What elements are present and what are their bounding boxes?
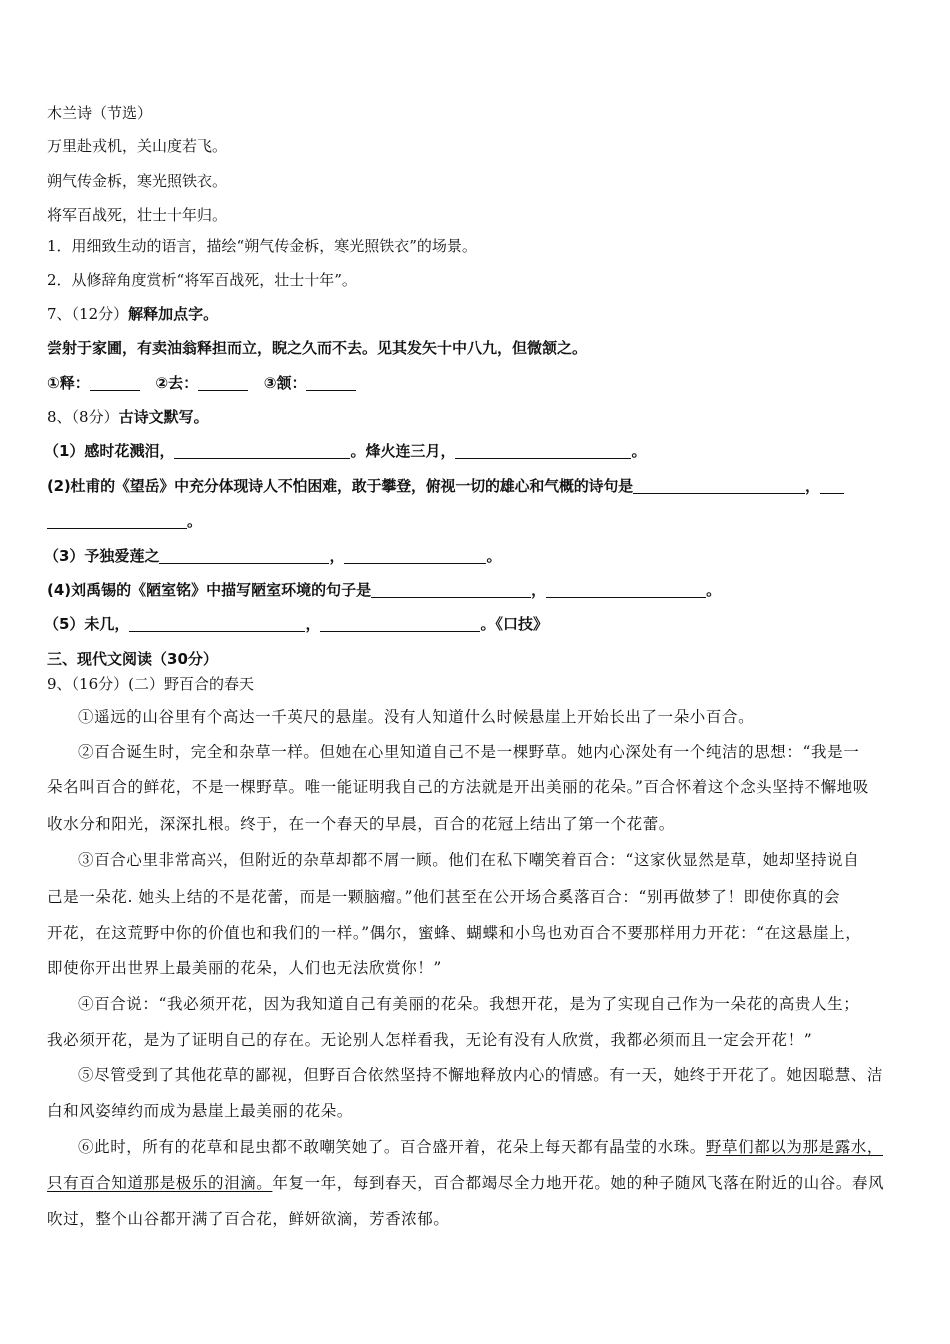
q9-para-2a: ②百合诞生时，完全和杂草一样。但她在心里知道自己不是一棵野草。她内心深处有一个纯洁的思想：“我是一 [78, 743, 860, 761]
answer-blank[interactable] [633, 477, 805, 494]
underlined-sentence: 野草们都以为那是露水， [705, 1138, 884, 1156]
q8-title: 古诗文默写。 [118, 408, 209, 426]
q7-items [47, 373, 910, 393]
underlined-sentence: 只有百合知道那是极乐的泪滴。 [47, 1174, 273, 1192]
q9-para-6a-text: ⑥此时，所有的花草和昆虫都不敢嘲笑她了。百合盛开着，花朵上每天都有晶莹的水珠。 [78, 1138, 706, 1156]
q8-period: 。 [706, 581, 722, 599]
answer-blank[interactable] [546, 581, 706, 598]
answer-blank[interactable] [820, 477, 844, 494]
q9-para-5a: ⑤尽管受到了其他花草的鄙视，但野百合依然坚持不懈地释放内心的情感。有一天，她终于开花了。她因聪慧、洁 [78, 1066, 884, 1084]
q7-item-3: ③颔： [263, 374, 307, 392]
q8-line-2-cont [47, 511, 910, 531]
q8-comma: ， [305, 615, 321, 633]
q7-title: 解释加点字。 [128, 305, 219, 323]
q7-item-1: ①释： [47, 374, 90, 392]
answer-blank[interactable] [306, 374, 356, 391]
q7-heading [47, 304, 910, 324]
q8-l2: (2)杜甫的《望岳》中充分体现诗人不怕困难，敢于攀登，俯视一切的雄心和气概的诗句是 [47, 477, 633, 495]
q8-period: 。 [486, 547, 502, 565]
q8-heading [47, 407, 910, 427]
q7-text: 尝射于家圃，有卖油翁释担而立，睨之久而不去。见其发矢十中八九，但微颔之。 [47, 339, 588, 357]
q8-line-3 [44, 546, 910, 566]
q9-para-6c: 吹过，整个山谷都开满了百合花，鲜妍欲滴，芳香浓郁。 [47, 1210, 450, 1228]
answer-blank[interactable] [320, 615, 480, 632]
q8-period: 。 [631, 442, 647, 460]
q8-comma: ， [531, 581, 547, 599]
q9-para-6b-text: 年复一年，每到春天，百合都竭尽全力地开花。她的种子随风飞落在附近的山谷。春风 [272, 1174, 885, 1192]
q8-period: 。 [187, 512, 203, 530]
q9-para-6b [47, 1173, 910, 1193]
q9-para-3d: 即使你开出世界上最美丽的花朵，人们也无法欣赏你！” [47, 959, 442, 977]
q8-line-5 [44, 614, 910, 634]
poem-title: 木兰诗（节选） [47, 104, 153, 122]
q8-l5-end: 。《口技》 [480, 615, 548, 633]
poem-question-1: 1．用细致生动的语言，描绘“朔气传金柝，寒光照铁衣”的场景。 [47, 237, 477, 255]
answer-blank[interactable] [47, 512, 187, 529]
q8-line-2 [47, 476, 910, 496]
poem-line-1: 万里赴戎机，关山度若飞。 [47, 137, 228, 155]
section-3-title: 三、现代文阅读（30分） [47, 650, 218, 668]
answer-blank[interactable] [90, 374, 140, 391]
q9-para-2c: 收水分和阳光，深深扎根。终于，在一个春天的早晨，百合的花冠上结出了第一个花蕾。 [47, 815, 675, 833]
q8-l3: （3）予独爱莲之 [44, 547, 160, 565]
q8-line-1 [44, 441, 910, 461]
q7-item-2: ②去： [155, 374, 199, 392]
q9-para-5b: 白和风姿绰约而成为悬崖上最美丽的花朵。 [47, 1102, 353, 1120]
q8-l1a: （1）感时花溅泪， [44, 442, 175, 460]
q8-comma: ， [804, 477, 820, 495]
answer-blank[interactable] [174, 442, 350, 459]
q9-para-4a: ④百合说：“我必须开花，因为我知道自己有美丽的花朵。我想开花，是为了实现自己作为一朵花的高贵人生； [78, 995, 860, 1013]
q8-line-4 [47, 580, 910, 600]
poem-question-2: 2．从修辞角度赏析“将军百战死，壮士十年”。 [47, 271, 357, 289]
answer-blank[interactable] [129, 615, 305, 632]
poem-line-3: 将军百战死，壮士十年归。 [47, 206, 228, 224]
q9-para-6a [78, 1137, 910, 1157]
q9-para-3b: 己是一朵花. 她头上结的不是花蕾，而是一颗脑瘤。”他们甚至在公开场合奚落百合：“别再做梦了！即使你真的会 [47, 888, 841, 906]
q9-para-4b: 我必须开花，是为了证明自己的存在。无论别人怎样看我，无论有没有人欣赏，我都必须而且一定会开花！” [47, 1031, 813, 1049]
q8-comma: ， [329, 547, 345, 565]
answer-blank[interactable] [455, 442, 631, 459]
q9-header: 9、（16分）(二）野百合的春天 [47, 675, 254, 693]
poem-line-2: 朔气传金柝，寒光照铁衣。 [47, 172, 228, 190]
q8-l1b: 。烽火连三月， [350, 442, 456, 460]
answer-blank[interactable] [344, 547, 486, 564]
q8-l5: （5）未几， [44, 615, 130, 633]
answer-blank[interactable] [198, 374, 248, 391]
q8-number: 8、（8分） [47, 408, 119, 426]
q9-para-1: ①遥远的山谷里有个高达一千英尺的悬崖。没有人知道什么时候悬崖上开始长出了一朵小百合。 [78, 708, 755, 726]
q8-l4: (4)刘禹锡的《陋室铭》中描写陋室环境的句子是 [47, 581, 372, 599]
answer-blank[interactable] [371, 581, 531, 598]
q9-para-2b: 朵名叫百合的鲜花，不是一棵野草。唯一能证明我自己的方法就是开出美丽的花朵。”百合怀着这个念头坚持不懈地吸 [47, 778, 869, 796]
q7-number: 7、（12分） [47, 305, 129, 323]
q9-para-3c: 开花，在这荒野中你的价值也和我们的一样。”偶尔，蜜蜂、蝴蝶和小鸟也劝百合不要那样用力开花：“在这悬崖上， [47, 924, 862, 942]
answer-blank[interactable] [159, 547, 329, 564]
q9-para-3a: ③百合心里非常高兴，但附近的杂草却都不屑一顾。他们在私下嘲笑着百合：“这家伙显然是草，她却坚持说自 [78, 851, 860, 869]
